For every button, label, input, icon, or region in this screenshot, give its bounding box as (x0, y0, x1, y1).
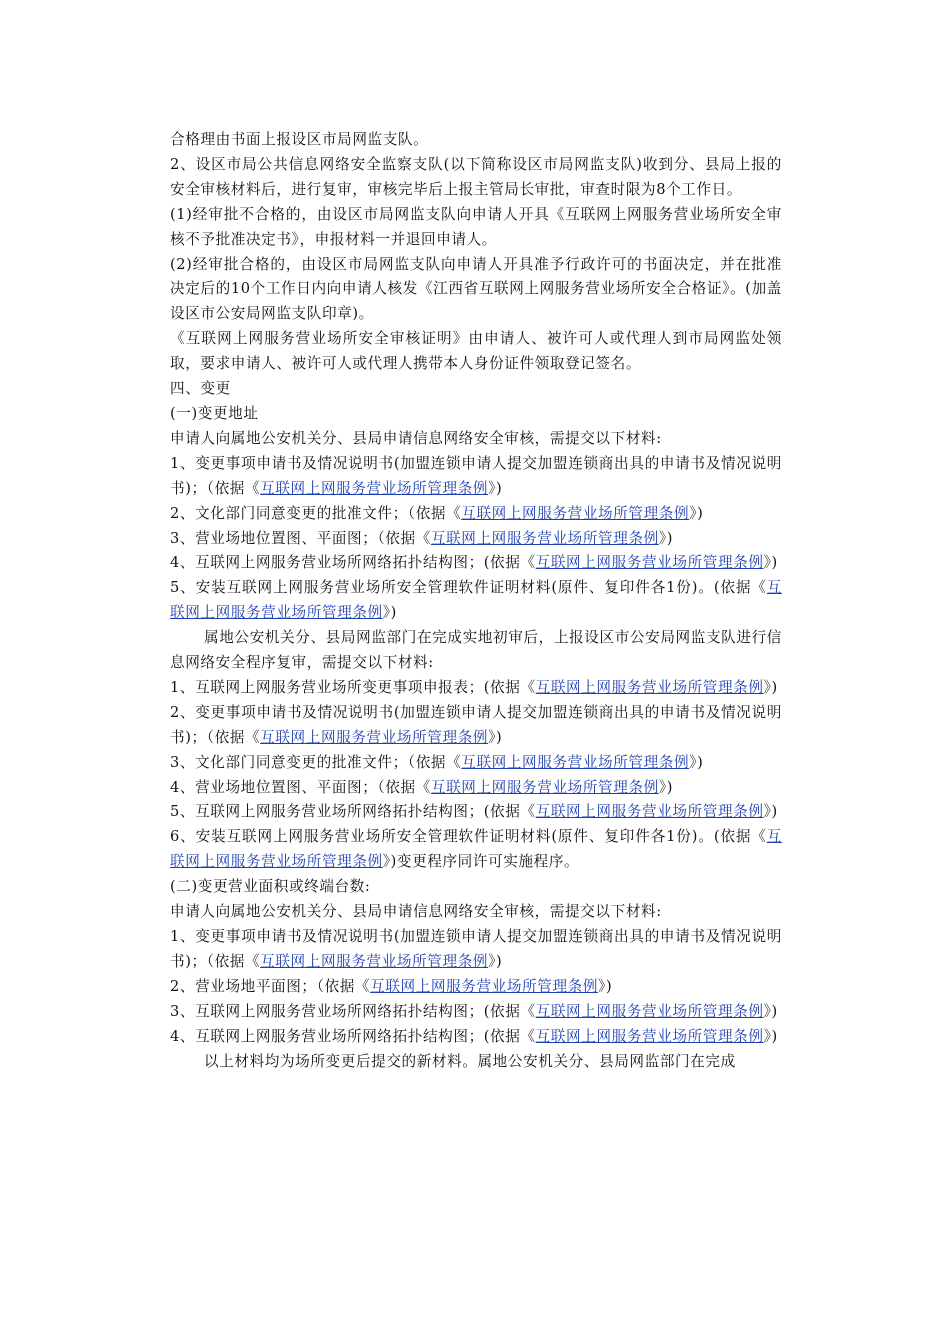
citation-prefix: (依据《 (483, 1027, 536, 1045)
citation-suffix: 》) (763, 1002, 778, 1020)
paragraph-text: 申请人向属地公安机关分、县局申请信息网络安全审核，需提交以下材料: (170, 903, 662, 921)
paragraph (170, 800, 782, 825)
paragraph-text: 2、设区市局公共信息网络安全监察支队(以下简称设区市局网监支队)收到分、县局上报的安全审核材料后，进行复审，审核完毕后上报主管局长审批，审查时限为8个工作日。 (170, 155, 782, 198)
paragraph-text: (2)经审批合格的，由设区市局网监支队向申请人开具准予行政许可的书面决定，并在批准决定后的10个工作日内向申请人核发《江西省互联网上网服务营业场所安全合格证》。(加盖设区市公安局网监支队印章)。 (170, 255, 782, 323)
paragraph-text: (一)变更地址 (170, 404, 259, 422)
regulation-link[interactable]: 互联网上网服务营业场所管理条例 (535, 1027, 764, 1045)
citation-prefix: (依据《 (713, 579, 767, 597)
citation-prefix: （依据《 (206, 952, 261, 970)
citation-prefix: (依据《 (483, 678, 536, 696)
paragraph (170, 502, 782, 527)
paragraph-text: 属地公安机关分、县局网监部门在完成实地初审后，上报设区市公安局网监支队进行信息网络安全程序复审，需提交以下材料: (170, 629, 782, 672)
paragraph-text: 3、营业场地位置图、平面图； (170, 529, 378, 547)
paragraph (170, 751, 782, 776)
regulation-link[interactable]: 互联网上网服务营业场所管理条例 (461, 504, 690, 522)
citation-suffix: 》) (382, 604, 397, 622)
paragraph-text: 4、互联网上网服务营业场所网络拓扑结构图； (170, 554, 484, 572)
citation-prefix: （依据《 (407, 753, 462, 771)
paragraph-text: 1、变更事项申请书及情况说明书(加盟连锁申请人提交加盟连锁商出具的申请书及情况说明书)； (170, 454, 782, 497)
document-body (170, 128, 782, 1074)
paragraph (170, 626, 782, 676)
paragraph (170, 253, 782, 328)
paragraph (170, 203, 782, 253)
paragraph (170, 776, 782, 801)
paragraph-text: 以上材料均为场所变更后提交的新材料。属地公安机关分、县局网监部门在完成 (204, 1052, 736, 1070)
citation-prefix: (依据《 (483, 554, 536, 572)
paragraph (170, 825, 782, 875)
paragraph (170, 377, 782, 402)
paragraph-text: 4、营业场地位置图、平面图； (170, 778, 378, 796)
citation-suffix: 》) (488, 952, 503, 970)
paragraph-text: 2、文化部门同意变更的批准文件； (170, 504, 408, 522)
citation-prefix: （依据《 (206, 728, 261, 746)
paragraph (170, 402, 782, 427)
paragraph-text: (1)经审批不合格的，由设区市局网监支队向申请人开具《互联网上网服务营业场所安全审核不予批准决定书》，申报材料一并退回申请人。 (170, 205, 782, 248)
paragraph (170, 975, 782, 1000)
citation-suffix: 》) (763, 1027, 778, 1045)
citation-suffix: 》) (658, 778, 673, 796)
citation-prefix: (依据《 (483, 1002, 536, 1020)
citation-prefix: （依据《 (377, 778, 431, 796)
paragraph-text: 3、文化部门同意变更的批准文件； (170, 753, 408, 771)
regulation-link[interactable]: 互联网上网服务营业场所管理条例 (170, 579, 782, 622)
paragraph (170, 327, 782, 377)
citation-suffix: 》) (763, 554, 778, 572)
paragraph-text: 《互联网上网服务营业场所安全审核证明》由申请人、被许可人或代理人到市局网监处领取，要求申请人、被许可人或代理人携带本人身份证件领取登记签名。 (170, 330, 782, 373)
paragraph-text: 1、变更事项申请书及情况说明书(加盟连锁申请人提交加盟连锁商出具的申请书及情况说明书)； (170, 928, 782, 970)
citation-suffix: 》) (763, 678, 778, 696)
citation-prefix: （依据《 (407, 504, 462, 522)
regulation-link[interactable]: 互联网上网服务营业场所管理条例 (535, 554, 764, 572)
paragraph (170, 875, 782, 900)
citation-suffix: 》) (763, 803, 778, 821)
regulation-link[interactable]: 互联网上网服务营业场所管理条例 (370, 977, 599, 995)
paragraph-text: 3、互联网上网服务营业场所网络拓扑结构图； (170, 1002, 484, 1020)
regulation-link[interactable]: 互联网上网服务营业场所管理条例 (535, 803, 764, 821)
citation-suffix: 》) (689, 504, 704, 522)
paragraph-text: 2、营业场地平面图； (170, 977, 317, 995)
paragraph (170, 576, 782, 626)
regulation-link[interactable]: 互联网上网服务营业场所管理条例 (430, 778, 659, 796)
paragraph (170, 701, 782, 751)
citation-prefix: (依据《 (713, 828, 767, 846)
citation-suffix: 》) (658, 529, 673, 547)
paragraph-text: 4、互联网上网服务营业场所网络拓扑结构图； (170, 1027, 484, 1045)
paragraph-text: 四、变更 (170, 380, 231, 398)
citation-suffix: 》) (488, 728, 503, 746)
paragraph (170, 527, 782, 552)
paragraph (170, 153, 782, 203)
regulation-link[interactable]: 互联网上网服务营业场所管理条例 (461, 753, 690, 771)
citation-prefix: （依据《 (206, 479, 261, 497)
citation-prefix: (依据《 (483, 803, 536, 821)
citation-suffix: 》) (488, 479, 503, 497)
regulation-link[interactable]: 互联网上网服务营业场所管理条例 (535, 1002, 764, 1020)
paragraph (170, 925, 782, 975)
paragraph-text: 5、安装互联网上网服务营业场所安全管理软件证明材料(原件、复印件各1份)。 (170, 579, 714, 597)
regulation-link[interactable]: 互联网上网服务营业场所管理条例 (535, 678, 764, 696)
paragraph (170, 1025, 782, 1050)
paragraph (170, 676, 782, 701)
regulation-link[interactable]: 互联网上网服务营业场所管理条例 (260, 479, 489, 497)
citation-suffix: 》) (689, 753, 704, 771)
regulation-link[interactable]: 互联网上网服务营业场所管理条例 (430, 529, 659, 547)
paragraph (170, 551, 782, 576)
paragraph (170, 1050, 782, 1075)
paragraph-text: 申请人向属地公安机关分、县局申请信息网络安全审核，需提交以下材料: (170, 429, 662, 447)
regulation-link[interactable]: 互联网上网服务营业场所管理条例 (260, 728, 489, 746)
citation-prefix: （依据《 (377, 529, 431, 547)
paragraph (170, 1000, 782, 1025)
paragraph-text: 2、变更事项申请书及情况说明书(加盟连锁申请人提交加盟连锁商出具的申请书及情况说明书)； (170, 703, 782, 746)
paragraph-text: 5、互联网上网服务营业场所网络拓扑结构图； (170, 803, 484, 821)
citation-suffix: 》)变更程序同许可实施程序。 (382, 853, 580, 871)
paragraph (170, 427, 782, 452)
paragraph (170, 452, 782, 502)
citation-prefix: （依据《 (316, 977, 371, 995)
paragraph-text: 合格理由书面上报设区市局网监支队。 (170, 131, 429, 148)
paragraph-text: 1、互联网上网服务营业场所变更事项申报表； (170, 678, 484, 696)
paragraph (170, 900, 782, 925)
regulation-link[interactable]: 互联网上网服务营业场所管理条例 (260, 952, 489, 970)
regulation-link[interactable]: 互联网上网服务营业场所管理条例 (170, 828, 782, 871)
paragraph-text: (二)变更营业面积或终端台数: (170, 878, 371, 896)
paragraph (170, 128, 782, 153)
paragraph-text: 6、安装互联网上网服务营业场所安全管理软件证明材料(原件、复印件各1份)。 (170, 828, 714, 846)
citation-suffix: 》) (598, 977, 613, 995)
